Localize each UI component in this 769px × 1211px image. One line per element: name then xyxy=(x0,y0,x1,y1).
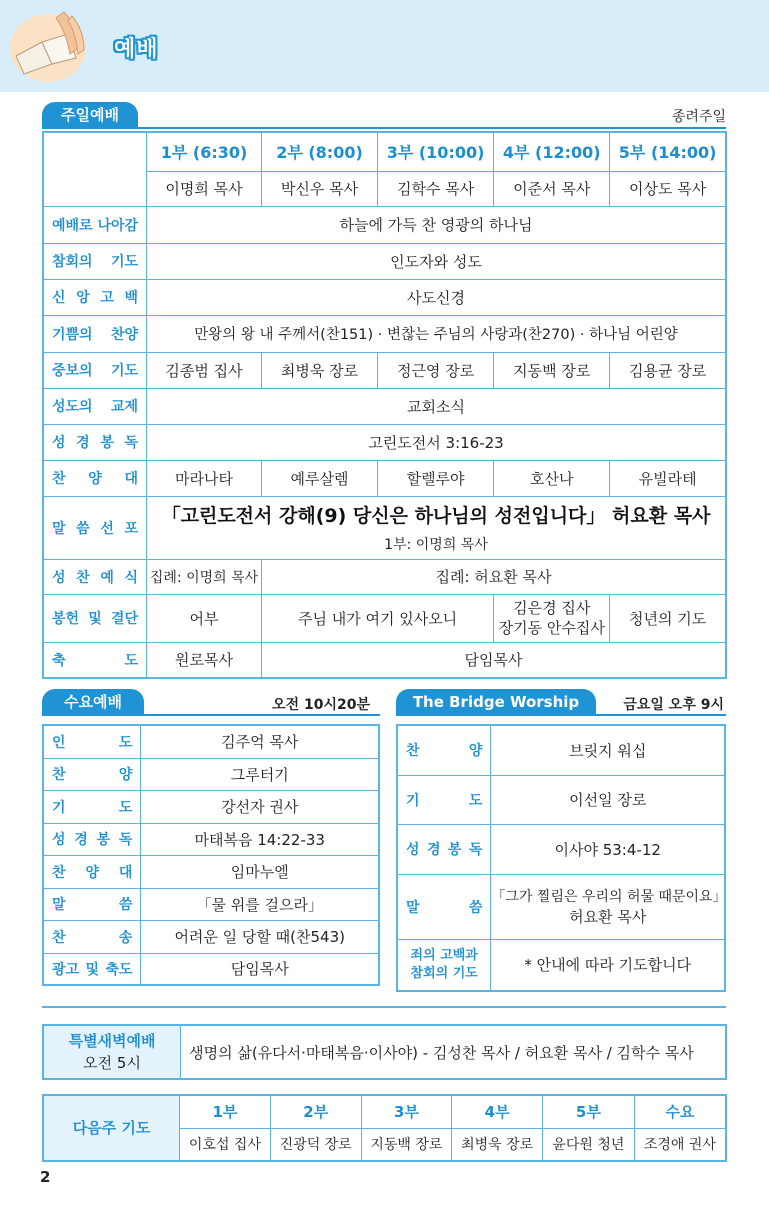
service-leader: 이상도 목사 xyxy=(610,171,726,206)
page-number: 2 xyxy=(40,1168,51,1186)
bridge-preacher: 허요환 목사 xyxy=(569,907,647,926)
prayer-name: 이호섭 집사 xyxy=(180,1128,271,1161)
empty-corner-cell xyxy=(43,132,147,206)
choir-name: 마라나타 xyxy=(147,460,262,496)
intercessor-name: 지동백 장로 xyxy=(494,352,610,388)
service-leader: 박신우 목사 xyxy=(262,171,378,206)
prayer-header: 3부 xyxy=(361,1095,452,1128)
row-value: 마태복음 14:22-33 xyxy=(141,823,379,855)
offering-singer: 장기동 안수집사 xyxy=(498,619,605,637)
row-label: 성 경 봉 독 xyxy=(43,823,141,855)
bridge-sermon-title: 「그가 찔림은 우리의 허물 때문이요」 xyxy=(491,888,727,905)
prayer-header: 1부 xyxy=(180,1095,271,1128)
row-label: 예배로 나아감 xyxy=(43,206,147,243)
intercessor-name: 김용균 장로 xyxy=(610,352,726,388)
intercessor-name: 정근영 장로 xyxy=(377,352,493,388)
intercessor-name: 최병욱 장로 xyxy=(262,352,378,388)
wednesday-time: 오전 10시20분 xyxy=(272,697,370,713)
bridge-worship-table xyxy=(396,724,726,992)
row-value: 그루터기 xyxy=(141,758,379,790)
row-value: 「물 위를 걸으라」 xyxy=(141,888,379,920)
row-value: * 안내에 따라 기도합니다 xyxy=(491,939,725,991)
prayer-name: 지동백 장로 xyxy=(361,1128,452,1161)
benediction-others: 담임목사 xyxy=(262,642,726,678)
row-value: 브릿지 워십 xyxy=(491,725,725,775)
tab-underline xyxy=(42,127,726,129)
service-leader: 김학수 목사 xyxy=(377,171,493,206)
prayer-header: 수요 xyxy=(634,1095,726,1128)
row-label: 인 도 xyxy=(43,725,141,758)
row-label: 중보의 기도 xyxy=(43,352,147,388)
row-label: 봉헌 및 결단 xyxy=(43,594,147,642)
communion-others: 집례: 허요환 목사 xyxy=(262,559,726,594)
intercessor-name: 김종범 집사 xyxy=(147,352,262,388)
offering-song: 어부 xyxy=(147,594,262,642)
benediction-first: 원로목사 xyxy=(147,642,262,678)
row-label: 성 경 봉 독 xyxy=(397,824,491,874)
prayer-header: 4부 xyxy=(452,1095,543,1128)
row-label-line: 죄의 고백과 xyxy=(410,947,478,963)
sermon-title: 「고린도전서 강해(9) 당신은 하나님의 성전입니다」 허요환 목사 xyxy=(161,505,711,527)
row-value: 교회소식 xyxy=(147,388,726,424)
dawn-title: 특별새벽예배 xyxy=(68,1032,156,1050)
offering-singers xyxy=(494,594,610,642)
section-divider xyxy=(42,1006,726,1008)
next-prayer-label: 다음주 기도 xyxy=(43,1095,180,1161)
row-label: 성도의 교제 xyxy=(43,388,147,424)
row-label xyxy=(397,939,491,991)
tab-underline xyxy=(396,714,726,716)
tab-underline xyxy=(42,714,380,716)
service-header: 3부 (10:00) xyxy=(377,132,493,171)
dawn-value: 생명의 삶(유다서·마태복음·이사야) - 김성찬 목사 / 허요환 목사 / 김학수 목사 xyxy=(181,1025,726,1079)
row-label: 찬 송 xyxy=(43,920,141,953)
row-label: 성 경 봉 독 xyxy=(43,424,147,460)
service-header: 1부 (6:30) xyxy=(147,132,262,171)
row-label: 말 씀 선 포 xyxy=(43,496,147,559)
service-header: 5부 (14:00) xyxy=(610,132,726,171)
choir-name: 호산나 xyxy=(494,460,610,496)
sunday-service-table xyxy=(42,131,727,679)
sunday-note: 종려주일 xyxy=(671,109,726,125)
row-label: 참회의 기도 xyxy=(43,243,147,279)
offering-song: 주님 내가 여기 있사오니 xyxy=(262,594,494,642)
row-value: 이선일 장로 xyxy=(491,775,725,824)
prayer-name: 진광덕 장로 xyxy=(270,1128,361,1161)
choir-name: 할렐루야 xyxy=(377,460,493,496)
row-label: 기 도 xyxy=(397,775,491,824)
service-header: 4부 (12:00) xyxy=(494,132,610,171)
bible-hands-icon xyxy=(6,4,96,84)
dawn-label xyxy=(43,1025,181,1079)
offering-song: 청년의 기도 xyxy=(610,594,726,642)
next-prayer-table xyxy=(42,1094,727,1162)
row-label-line: 참회의 기도 xyxy=(410,965,478,981)
communion-first: 집례: 이명희 목사 xyxy=(147,559,262,594)
row-value: 하늘에 가득 찬 영광의 하나님 xyxy=(147,206,726,243)
prayer-name: 조경애 권사 xyxy=(634,1128,726,1161)
row-value: 김주억 목사 xyxy=(141,725,379,758)
prayer-name: 윤다원 청년 xyxy=(543,1128,635,1161)
tab-sunday-service: 주일예배 xyxy=(42,102,138,128)
choir-name: 유빌라테 xyxy=(610,460,726,496)
page-title: 예배 xyxy=(114,37,159,62)
row-value: 고린도전서 3:16-23 xyxy=(147,424,726,460)
row-value: 이사야 53:4-12 xyxy=(491,824,725,874)
dawn-service-table xyxy=(42,1024,727,1080)
service-header: 2부 (8:00) xyxy=(262,132,378,171)
row-value: 만왕의 왕 내 주께서(찬151) · 변찮는 주님의 사랑과(찬270) · 하나님 어린양 xyxy=(147,315,726,352)
tab-wednesday-service: 수요예배 xyxy=(42,689,144,715)
row-label: 찬 양 xyxy=(43,758,141,790)
row-label: 신 앙 고 백 xyxy=(43,279,147,315)
row-label: 찬 양 대 xyxy=(43,855,141,888)
tab-bridge-worship: The Bridge Worship xyxy=(396,689,596,715)
row-value: 사도신경 xyxy=(147,279,726,315)
dawn-time: 오전 5시 xyxy=(83,1054,141,1072)
prayer-header: 5부 xyxy=(543,1095,635,1128)
wednesday-service-table xyxy=(42,724,380,986)
bridge-time: 금요일 오후 9시 xyxy=(623,697,724,713)
row-value xyxy=(491,874,725,939)
offering-singer: 김은경 집사 xyxy=(513,599,591,617)
sermon-sub: 1부: 이명희 목사 xyxy=(384,537,488,553)
row-label: 말 씀 xyxy=(397,874,491,939)
row-label: 축 도 xyxy=(43,642,147,678)
row-value: 임마누엘 xyxy=(141,855,379,888)
prayer-name: 최병욱 장로 xyxy=(452,1128,543,1161)
row-value: 어려운 일 당할 때(찬543) xyxy=(141,920,379,953)
row-label: 찬 양 대 xyxy=(43,460,147,496)
service-leader: 이준서 목사 xyxy=(494,171,610,206)
service-leader: 이명희 목사 xyxy=(147,171,262,206)
section-header xyxy=(0,0,769,92)
row-value: 강선자 권사 xyxy=(141,790,379,823)
row-label: 말 씀 xyxy=(43,888,141,920)
row-label: 성 찬 예 식 xyxy=(43,559,147,594)
row-label: 기 도 xyxy=(43,790,141,823)
sermon-cell xyxy=(147,496,726,559)
row-value: 담임목사 xyxy=(141,953,379,985)
prayer-header: 2부 xyxy=(270,1095,361,1128)
row-label: 광고 및 축도 xyxy=(43,953,141,985)
row-label: 기쁨의 찬양 xyxy=(43,315,147,352)
row-value: 인도자와 성도 xyxy=(147,243,726,279)
choir-name: 예루살렘 xyxy=(262,460,378,496)
row-label: 찬 양 xyxy=(397,725,491,775)
